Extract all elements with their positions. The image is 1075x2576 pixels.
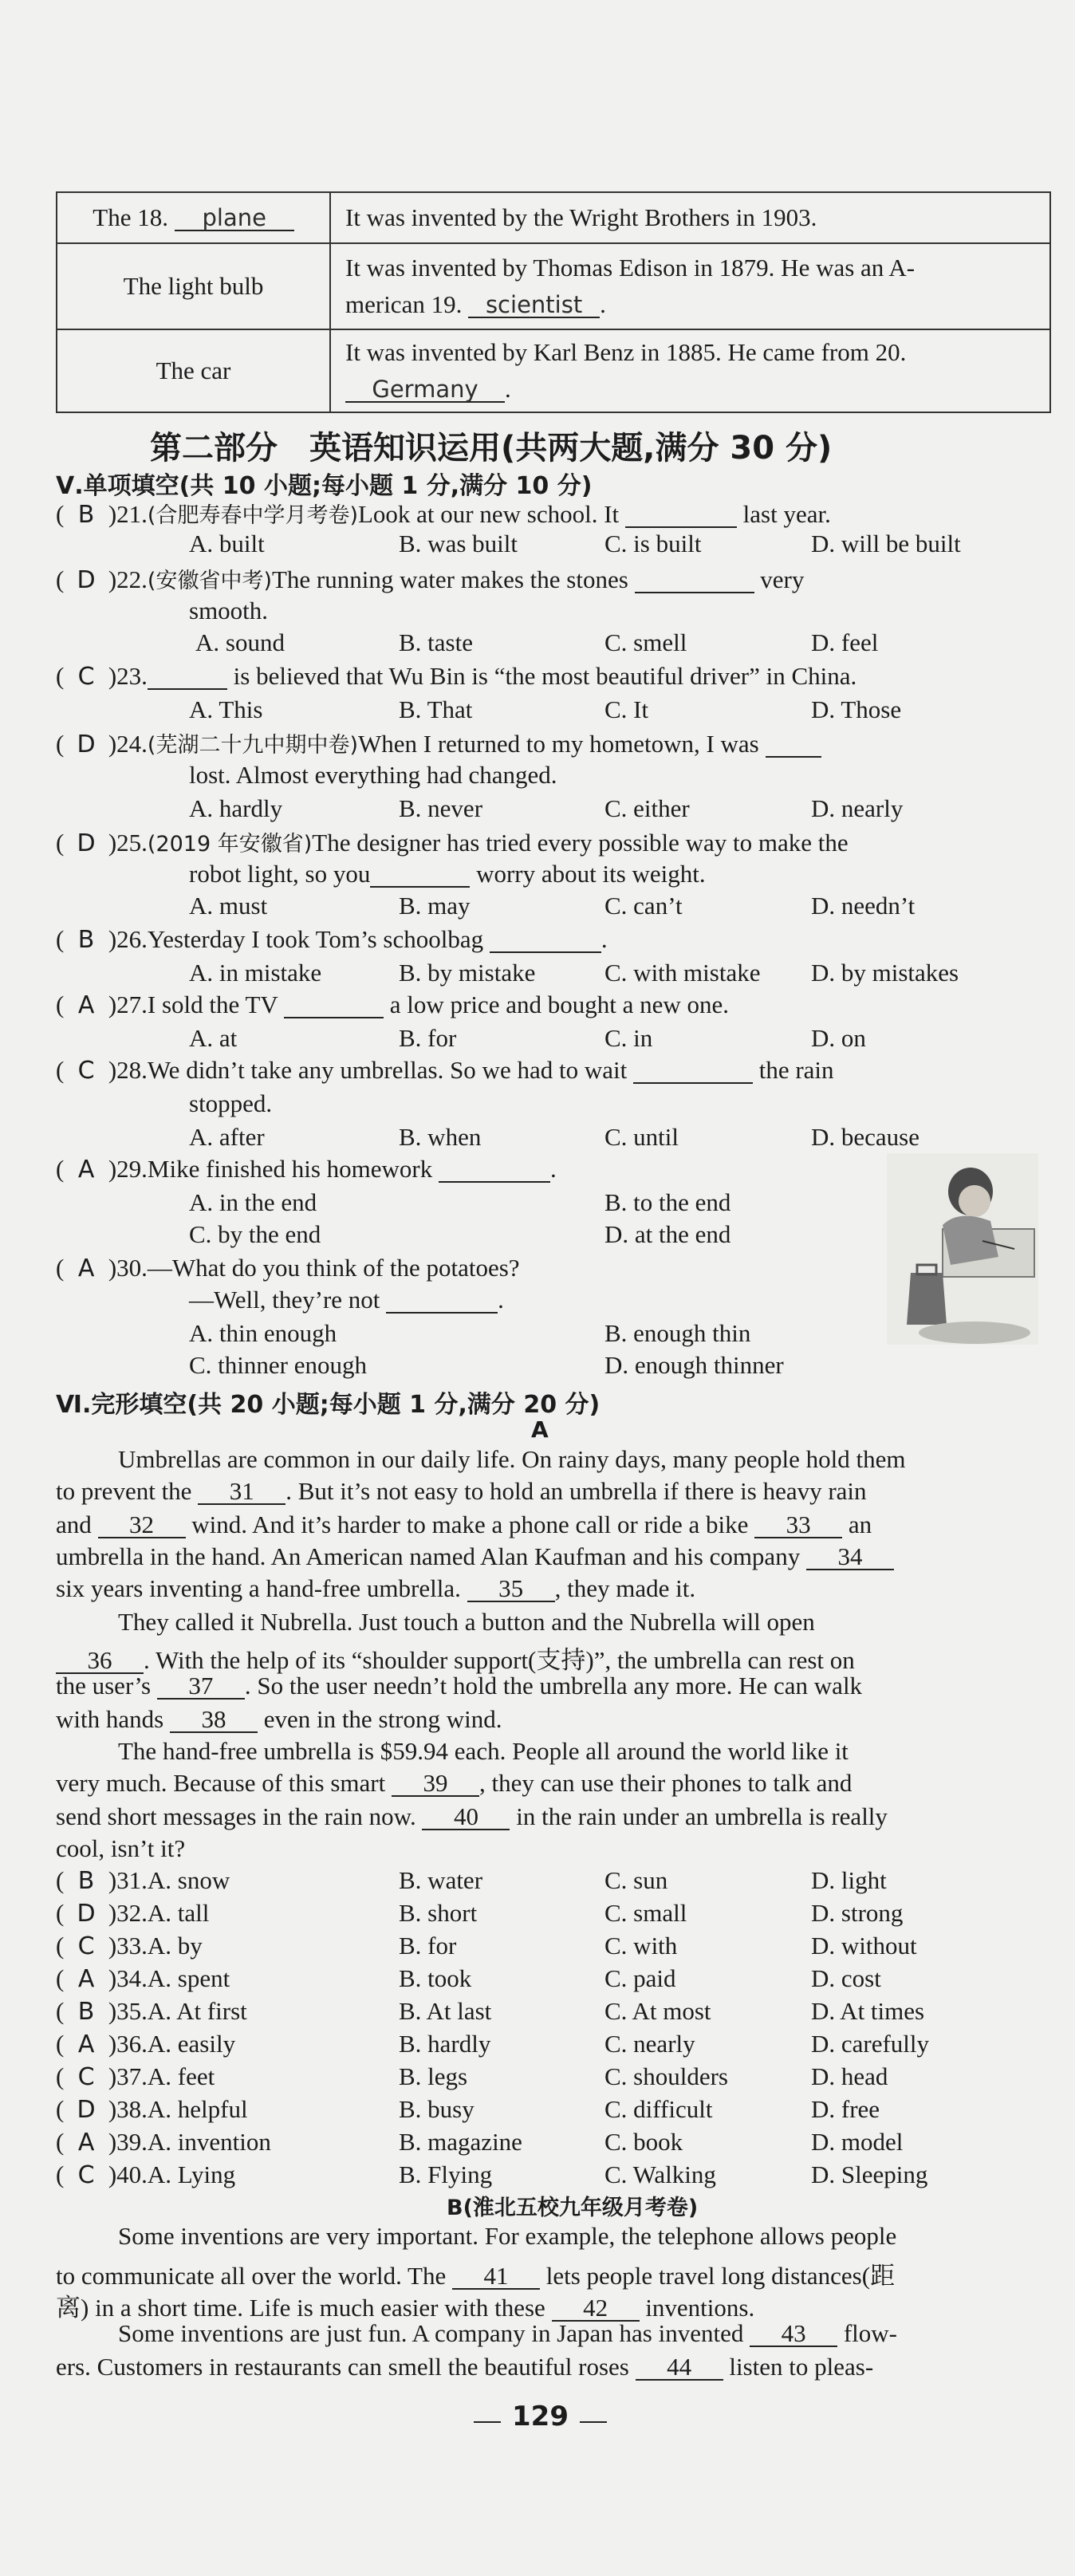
option: D. at the end — [604, 1220, 731, 1248]
choice-row: ( D )38.A. helpful — [56, 2095, 248, 2124]
option: D. carefully — [811, 2030, 930, 2058]
option: D. will be built — [811, 530, 961, 557]
option: C. It — [604, 695, 649, 723]
option: C. small — [604, 1899, 687, 1927]
question-30-line2: —Well, they’re not . — [189, 1286, 504, 1314]
option: C. by the end — [189, 1220, 321, 1248]
option: D. Sleeping — [811, 2160, 928, 2188]
option: C. either — [604, 794, 690, 822]
option: D. by mistakes — [811, 959, 959, 987]
option: C. until — [604, 1123, 679, 1151]
option: A. must — [189, 892, 268, 920]
question-30: ( A )30.—What do you think of the potatoes? — [56, 1254, 520, 1282]
option: C. shoulders — [604, 2062, 728, 2090]
option: B. At last — [399, 1997, 492, 2025]
page-number: 129 — [463, 2401, 618, 2432]
question-24: ( D )24.(芜湖二十九中期中卷)When I returned to my hometown, I was — [56, 727, 821, 758]
passage-line: 离) in a short time. Life is much easier with these 42 inventions. — [56, 2294, 755, 2322]
table-cell: The 18. plane — [57, 192, 330, 243]
option: D. because — [811, 1123, 919, 1151]
option: D. feel — [811, 628, 879, 656]
option: D. At times — [811, 1997, 925, 2025]
option: A. sound — [195, 628, 285, 656]
option: D. free — [811, 2095, 880, 2123]
question-22-line2: smooth. — [189, 597, 269, 624]
choice-row: ( B )35.A. At first — [56, 1997, 247, 2026]
option: C. is built — [604, 530, 702, 557]
option: B. may — [399, 892, 471, 920]
question-25: ( D )25.(2019 年安徽省)The designer has tried every possible way to make the — [56, 829, 849, 857]
passage-line: to prevent the 31 . But it’s not easy to hold an umbrella if there is heavy rain — [56, 1477, 867, 1505]
option: D. light — [811, 1866, 887, 1894]
option: C. smell — [604, 628, 687, 656]
option: A. hardly — [189, 794, 283, 822]
option: C. Walking — [604, 2160, 716, 2188]
option: B. was built — [399, 530, 518, 557]
option: B. hardly — [399, 2030, 491, 2058]
option: B. to the end — [604, 1188, 731, 1216]
passage-line: The hand-free umbrella is $59.94 each. People all around the world like it — [118, 1737, 849, 1765]
question-26: ( B )26.Yesterday I took Tom’s schoolbag . — [56, 925, 608, 954]
option: D. strong — [811, 1899, 904, 1927]
option: B. Flying — [399, 2160, 493, 2188]
option: A. This — [189, 695, 263, 723]
option: B. taste — [399, 628, 473, 656]
passage-line: ers. Customers in restaurants can smell the beautiful roses 44 listen to pleas- — [56, 2353, 874, 2381]
question-21: ( B )21.(合肥寿春中学月考卷)Look at our new school. It last year. — [56, 500, 831, 529]
passage-line: They called it Nubrella. Just touch a button and the Nubrella will open — [118, 1608, 815, 1636]
option: C. in — [604, 1024, 653, 1052]
option: D. model — [811, 2128, 904, 2156]
choice-row: ( D )32.A. tall — [56, 1899, 210, 1928]
choice-row: ( C )33.A. by — [56, 1932, 203, 1960]
table-cell: The light bulb — [57, 243, 330, 329]
option: A. after — [189, 1123, 265, 1151]
option: C. thinner enough — [189, 1351, 367, 1379]
option: B. by mistake — [399, 959, 536, 987]
question-28: ( C )28.We didn’t take any umbrellas. So we had to wait the rain — [56, 1056, 834, 1085]
question-25-line2: robot light, so you worry about its weight. — [189, 860, 706, 888]
choice-row: ( A )36.A. easily — [56, 2030, 236, 2058]
option: B. legs — [399, 2062, 468, 2090]
table-cell: The car — [57, 329, 330, 412]
choice-row: ( B )31.A. snow — [56, 1866, 230, 1895]
option: B. when — [399, 1123, 482, 1151]
option: C. At most — [604, 1997, 711, 2025]
option: D. without — [811, 1932, 917, 1960]
option: B. water — [399, 1866, 483, 1894]
choice-row: ( C )40.A. Lying — [56, 2160, 236, 2189]
passage-line: six years inventing a hand-free umbrella. 35 , they made it. — [56, 1574, 696, 1602]
option: C. with — [604, 1932, 678, 1960]
option: B. for — [399, 1024, 457, 1052]
passage-b-heading: B(淮北五校九年级月考卷) — [447, 2196, 699, 2220]
option: A. in mistake — [189, 959, 322, 987]
table-cell: It was invented by Karl Benz in 1885. He came from 20. Germany . — [330, 329, 1050, 412]
passage-line: Umbrellas are common in our daily life. On rainy days, many people hold them — [118, 1445, 906, 1473]
question-28-line2: stopped. — [189, 1089, 273, 1117]
passage-a-heading: A — [531, 1416, 549, 1443]
answer-blank: scientist — [468, 293, 600, 318]
choice-row: ( A )34.A. spent — [56, 1964, 230, 1993]
option: C. difficult — [604, 2095, 713, 2123]
option: B. enough thin — [604, 1319, 751, 1347]
answer-blank: Germany — [345, 378, 505, 403]
part-two-title: 第二部分 英语知识运用(共两大题,满分 30 分) — [150, 430, 833, 467]
passage-line: very much. Because of this smart 39 , they can use their phones to talk and — [56, 1769, 853, 1797]
options-21: A. built — [189, 530, 265, 557]
option: C. sun — [604, 1866, 668, 1894]
option: B. never — [399, 794, 483, 822]
option: D. cost — [811, 1964, 881, 1992]
option: D. enough thinner — [604, 1351, 784, 1379]
option: B. busy — [399, 2095, 474, 2123]
question-22: ( D )22.(安徽省中考)The running water makes the stones very — [56, 565, 805, 594]
passage-line: send short messages in the rain now. 40 in the rain under an umbrella is really — [56, 1802, 888, 1830]
option: D. needn’t — [811, 892, 916, 920]
option: B. took — [399, 1964, 472, 1992]
choice-row: ( C )37.A. feet — [56, 2062, 215, 2091]
passage-line: the user’s 37 . So the user needn’t hold the umbrella any more. He can walk — [56, 1672, 863, 1700]
option: A. in the end — [189, 1188, 317, 1216]
section-6-title: Ⅵ.完形填空(共 20 小题;每小题 1 分,满分 20 分) — [56, 1391, 601, 1419]
question-23: ( C )23. is believed that Wu Bin is “the most beautiful driver” in China. — [56, 662, 857, 691]
option: B. short — [399, 1899, 478, 1927]
option: A. at — [189, 1024, 238, 1052]
option: D. nearly — [811, 794, 904, 822]
question-29: ( A )29.Mike finished his homework . — [56, 1155, 557, 1184]
passage-line: Some inventions are very important. For example, the telephone allows people — [118, 2222, 897, 2250]
option: D. head — [811, 2062, 888, 2090]
question-27: ( A )27.I sold the TV a low price and bought a new one. — [56, 991, 729, 1019]
option: D. on — [811, 1024, 866, 1052]
option: B. for — [399, 1932, 457, 1960]
passage-line: and 32 wind. And it’s harder to make a phone call or ride a bike 33 an — [56, 1511, 872, 1538]
choice-row: ( A )39.A. invention — [56, 2128, 271, 2157]
option: B. That — [399, 695, 473, 723]
passage-line: with hands 38 even in the strong wind. — [56, 1705, 502, 1733]
passage-line: 36 . With the help of its “shoulder support(支持)”, the umbrella can rest on — [56, 1640, 855, 1676]
option: C. paid — [604, 1964, 676, 1992]
passage-line: to communicate all over the world. The 41 lets people travel long distances(距 — [56, 2262, 896, 2290]
option: C. nearly — [604, 2030, 695, 2058]
passage-line: cool, isn’t it? — [56, 1834, 186, 1862]
option: B. magazine — [399, 2128, 522, 2156]
option: C. can’t — [604, 892, 683, 920]
option: D. Those — [811, 695, 902, 723]
question-24-line2: lost. Almost everything had changed. — [189, 761, 557, 789]
boy-writing-illustration — [887, 1153, 1038, 1345]
table-cell: It was invented by Thomas Edison in 1879. He was an A- merican 19. scientist . — [330, 243, 1050, 329]
option: A. thin enough — [189, 1319, 337, 1347]
section-5-title: Ⅴ.单项填空(共 10 小题;每小题 1 分,满分 10 分) — [56, 472, 593, 500]
passage-line: Some inventions are just fun. A company in Japan has invented 43 flow- — [118, 2319, 897, 2347]
inventions-table — [56, 191, 1051, 413]
passage-line: umbrella in the hand. An American named Alan Kaufman and his company 34 — [56, 1542, 894, 1571]
answer-blank: plane — [175, 207, 294, 231]
table-cell: It was invented by the Wright Brothers in 1903. — [330, 192, 1050, 243]
option: C. with mistake — [604, 959, 761, 987]
option: C. book — [604, 2128, 683, 2156]
